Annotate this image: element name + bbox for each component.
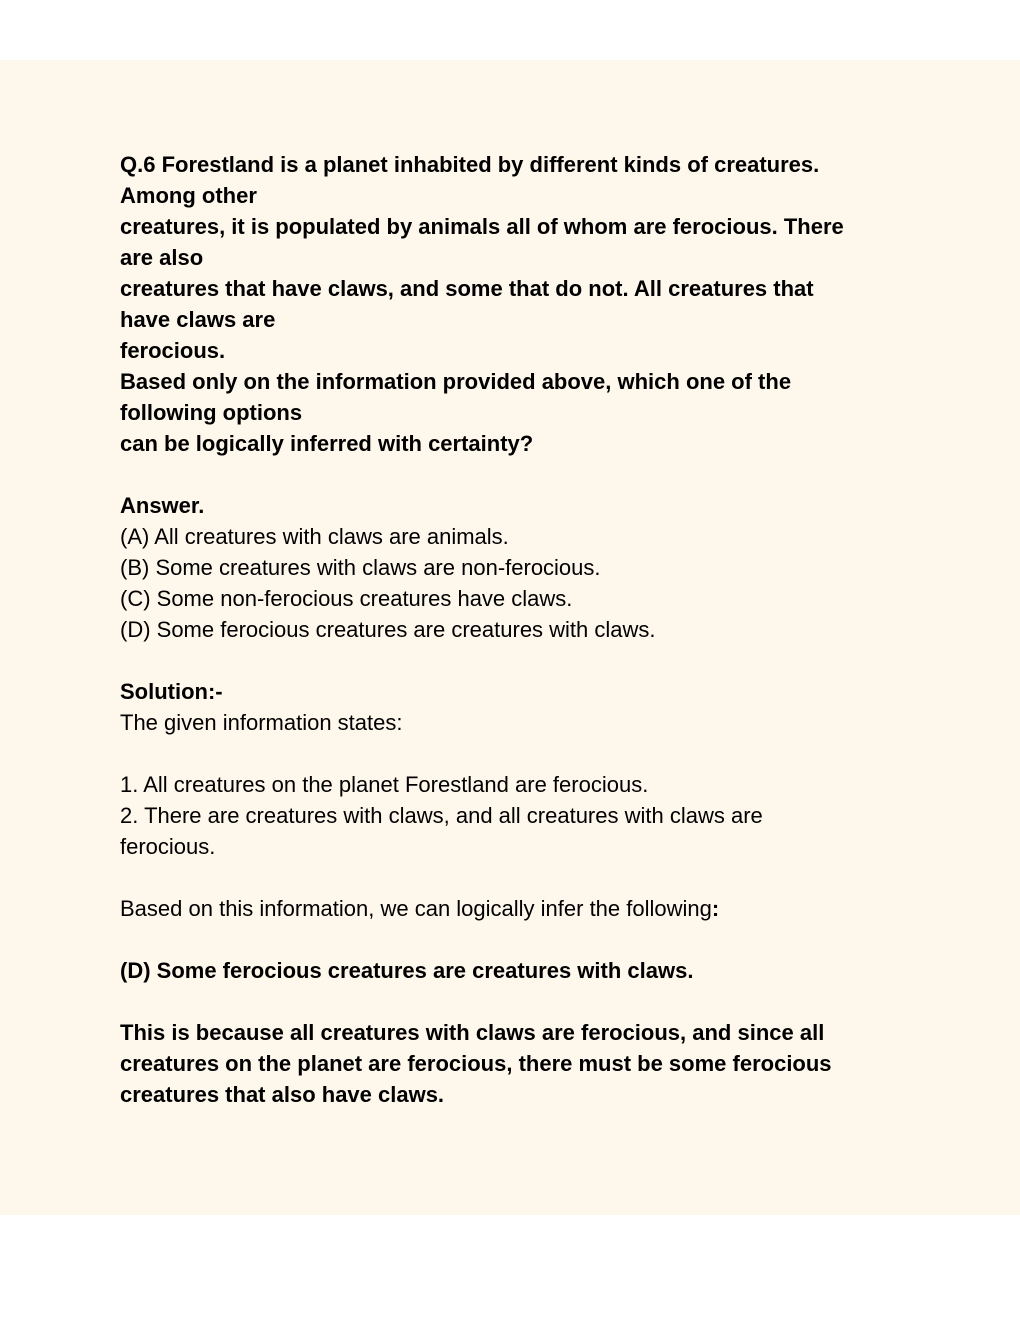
solution-block bbox=[120, 676, 900, 1110]
question-line: are also bbox=[120, 245, 204, 270]
inference-text: Based on this information, we can logically infer the following bbox=[120, 896, 712, 921]
question-line: creatures that have claws, and some that do not. All creatures that bbox=[120, 276, 814, 301]
spacer bbox=[120, 862, 900, 893]
explanation-line: creatures on the planet are ferocious, there must be some ferocious bbox=[120, 1051, 832, 1076]
document-content bbox=[120, 149, 900, 1110]
solution-point: ferocious. bbox=[120, 834, 216, 859]
answer-option-c: (C) Some non-ferocious creatures have claws. bbox=[120, 586, 573, 611]
inference-line bbox=[120, 893, 900, 924]
conclusion: (D) Some ferocious creatures are creatures with claws. bbox=[120, 958, 694, 983]
document-page bbox=[0, 60, 1020, 1215]
spacer bbox=[120, 924, 900, 955]
answer-option-b: (B) Some creatures with claws are non-ferocious. bbox=[120, 555, 601, 580]
spacer bbox=[120, 738, 900, 769]
spacer bbox=[120, 986, 900, 1017]
solution-intro: The given information states: bbox=[120, 710, 403, 735]
solution-point: 1. All creatures on the planet Forestland are ferocious. bbox=[120, 772, 649, 797]
question-line: Q.6 Forestland is a planet inhabited by different kinds of creatures. bbox=[120, 152, 820, 177]
solution-heading: Solution:- bbox=[120, 679, 223, 704]
question-block bbox=[120, 149, 900, 459]
answer-heading: Answer. bbox=[120, 493, 205, 518]
answer-option-a: (A) All creatures with claws are animals. bbox=[120, 524, 509, 549]
question-line: have claws are bbox=[120, 307, 276, 332]
spacer bbox=[120, 459, 900, 490]
answer-block bbox=[120, 490, 900, 645]
spacer bbox=[120, 645, 900, 676]
question-line: Among other bbox=[120, 183, 257, 208]
explanation-line: creatures that also have claws. bbox=[120, 1082, 445, 1107]
question-line: creatures, it is populated by animals all of whom are ferocious. There bbox=[120, 214, 844, 239]
question-line: Based only on the information provided above, which one of the bbox=[120, 369, 792, 394]
question-line: ferocious. bbox=[120, 338, 226, 363]
inference-colon: : bbox=[711, 896, 720, 921]
question-line: can be logically inferred with certainty? bbox=[120, 431, 534, 456]
solution-point: 2. There are creatures with claws, and all creatures with claws are bbox=[120, 803, 763, 828]
explanation-line: This is because all creatures with claws are ferocious, and since all bbox=[120, 1020, 825, 1045]
question-line: following options bbox=[120, 400, 303, 425]
answer-option-d: (D) Some ferocious creatures are creatures with claws. bbox=[120, 617, 656, 642]
